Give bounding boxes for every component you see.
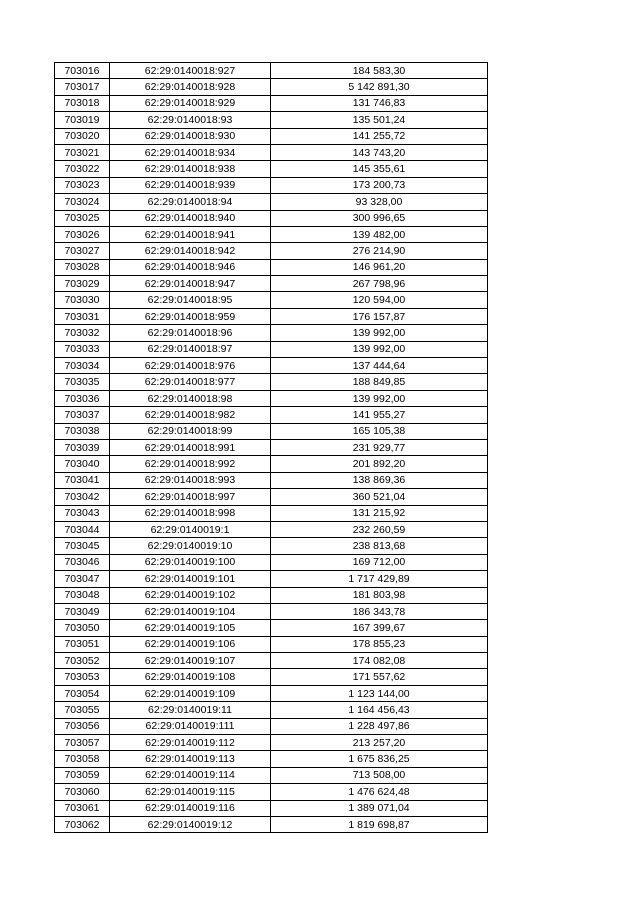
value-cell: 186 343,78 (271, 603, 488, 619)
cadastral-number-cell: 62:29:0140019:1 (110, 521, 271, 537)
cadastral-number-cell: 62:29:0140019:109 (110, 685, 271, 701)
cadastral-number-cell: 62:29:0140018:97 (110, 341, 271, 357)
row-number-cell: 703049 (55, 603, 110, 619)
table-row (55, 603, 488, 619)
cadastral-number-cell: 62:29:0140018:99 (110, 423, 271, 439)
cadastral-number-cell: 62:29:0140018:947 (110, 276, 271, 292)
value-cell: 188 849,85 (271, 374, 488, 390)
value-cell: 139 992,00 (271, 325, 488, 341)
row-number-cell: 703019 (55, 112, 110, 128)
value-cell: 139 992,00 (271, 390, 488, 406)
cadastral-number-cell: 62:29:0140019:112 (110, 735, 271, 751)
row-number-cell: 703036 (55, 390, 110, 406)
value-cell: 201 892,20 (271, 456, 488, 472)
table-row (55, 702, 488, 718)
row-number-cell: 703061 (55, 800, 110, 816)
table-row (55, 95, 488, 111)
value-cell: 93 328,00 (271, 194, 488, 210)
table-row (55, 292, 488, 308)
row-number-cell: 703017 (55, 79, 110, 95)
value-cell: 131 746,83 (271, 95, 488, 111)
table-row (55, 112, 488, 128)
row-number-cell: 703054 (55, 685, 110, 701)
value-cell: 213 257,20 (271, 735, 488, 751)
cadastral-number-cell: 62:29:0140018:998 (110, 505, 271, 521)
table-row (55, 587, 488, 603)
cadastral-number-cell: 62:29:0140019:115 (110, 784, 271, 800)
value-cell: 174 082,08 (271, 653, 488, 669)
table-row (55, 718, 488, 734)
row-number-cell: 703038 (55, 423, 110, 439)
table-row (55, 423, 488, 439)
row-number-cell: 703052 (55, 653, 110, 669)
row-number-cell: 703035 (55, 374, 110, 390)
table-row (55, 210, 488, 226)
value-cell: 169 712,00 (271, 554, 488, 570)
value-cell: 184 583,30 (271, 63, 488, 79)
table-row (55, 259, 488, 275)
value-cell: 135 501,24 (271, 112, 488, 128)
table-row (55, 439, 488, 455)
cadastral-number-cell: 62:29:0140018:939 (110, 177, 271, 193)
value-cell: 1 123 144,00 (271, 685, 488, 701)
cadastral-number-cell: 62:29:0140018:930 (110, 128, 271, 144)
table-row (55, 767, 488, 783)
table-row (55, 669, 488, 685)
cadastral-number-cell: 62:29:0140019:11 (110, 702, 271, 718)
cadastral-number-cell: 62:29:0140018:941 (110, 226, 271, 242)
table-row (55, 751, 488, 767)
value-cell: 1 717 429,89 (271, 571, 488, 587)
table-row (55, 308, 488, 324)
table-row (55, 243, 488, 259)
row-number-cell: 703053 (55, 669, 110, 685)
value-cell: 232 260,59 (271, 521, 488, 537)
row-number-cell: 703056 (55, 718, 110, 734)
row-number-cell: 703044 (55, 521, 110, 537)
value-cell: 141 955,27 (271, 407, 488, 423)
value-cell: 1 389 071,04 (271, 800, 488, 816)
row-number-cell: 703033 (55, 341, 110, 357)
value-cell: 146 961,20 (271, 259, 488, 275)
value-cell: 141 255,72 (271, 128, 488, 144)
value-cell: 1 164 456,43 (271, 702, 488, 718)
table-row (55, 128, 488, 144)
row-number-cell: 703023 (55, 177, 110, 193)
table-row (55, 685, 488, 701)
table-row (55, 784, 488, 800)
row-number-cell: 703059 (55, 767, 110, 783)
cadastral-number-cell: 62:29:0140019:116 (110, 800, 271, 816)
table-row (55, 554, 488, 570)
row-number-cell: 703047 (55, 571, 110, 587)
row-number-cell: 703029 (55, 276, 110, 292)
row-number-cell: 703031 (55, 308, 110, 324)
table-body (55, 63, 488, 833)
row-number-cell: 703043 (55, 505, 110, 521)
cadastral-number-cell: 62:29:0140018:997 (110, 489, 271, 505)
cadastral-number-cell: 62:29:0140019:107 (110, 653, 271, 669)
cadastral-number-cell: 62:29:0140018:976 (110, 358, 271, 374)
value-cell: 167 399,67 (271, 620, 488, 636)
table-row (55, 276, 488, 292)
row-number-cell: 703048 (55, 587, 110, 603)
table-row (55, 325, 488, 341)
value-cell: 176 157,87 (271, 308, 488, 324)
row-number-cell: 703057 (55, 735, 110, 751)
value-cell: 173 200,73 (271, 177, 488, 193)
cadastral-number-cell: 62:29:0140019:113 (110, 751, 271, 767)
row-number-cell: 703027 (55, 243, 110, 259)
cadastral-number-cell: 62:29:0140019:100 (110, 554, 271, 570)
row-number-cell: 703034 (55, 358, 110, 374)
value-cell: 139 992,00 (271, 341, 488, 357)
cadastral-number-cell: 62:29:0140018:93 (110, 112, 271, 128)
row-number-cell: 703022 (55, 161, 110, 177)
cadastral-number-cell: 62:29:0140018:942 (110, 243, 271, 259)
value-cell: 360 521,04 (271, 489, 488, 505)
value-cell: 1 228 497,86 (271, 718, 488, 734)
cadastral-number-cell: 62:29:0140018:992 (110, 456, 271, 472)
table-row (55, 620, 488, 636)
value-cell: 137 444,64 (271, 358, 488, 374)
cadastral-number-cell: 62:29:0140018:98 (110, 390, 271, 406)
cadastral-number-cell: 62:29:0140019:106 (110, 636, 271, 652)
table-row (55, 358, 488, 374)
row-number-cell: 703024 (55, 194, 110, 210)
table-row (55, 800, 488, 816)
row-number-cell: 703018 (55, 95, 110, 111)
cadastral-number-cell: 62:29:0140018:946 (110, 259, 271, 275)
row-number-cell: 703028 (55, 259, 110, 275)
table-row (55, 194, 488, 210)
cadastral-number-cell: 62:29:0140018:95 (110, 292, 271, 308)
table-row (55, 161, 488, 177)
table-row (55, 571, 488, 587)
cadastral-number-cell: 62:29:0140018:938 (110, 161, 271, 177)
row-number-cell: 703055 (55, 702, 110, 718)
table-row (55, 636, 488, 652)
table-row (55, 226, 488, 242)
table-row (55, 177, 488, 193)
cadastral-number-cell: 62:29:0140019:114 (110, 767, 271, 783)
row-number-cell: 703062 (55, 816, 110, 832)
row-number-cell: 703051 (55, 636, 110, 652)
value-cell: 165 105,38 (271, 423, 488, 439)
cadastral-value-table (54, 62, 488, 833)
table-row (55, 407, 488, 423)
cadastral-number-cell: 62:29:0140019:111 (110, 718, 271, 734)
value-cell: 1 476 624,48 (271, 784, 488, 800)
table-row (55, 144, 488, 160)
table-row (55, 489, 488, 505)
value-cell: 138 869,36 (271, 472, 488, 488)
value-cell: 231 929,77 (271, 439, 488, 455)
cadastral-number-cell: 62:29:0140018:982 (110, 407, 271, 423)
row-number-cell: 703046 (55, 554, 110, 570)
value-cell: 5 142 891,30 (271, 79, 488, 95)
row-number-cell: 703037 (55, 407, 110, 423)
table-row (55, 538, 488, 554)
row-number-cell: 703021 (55, 144, 110, 160)
cadastral-number-cell: 62:29:0140018:993 (110, 472, 271, 488)
cadastral-number-cell: 62:29:0140019:101 (110, 571, 271, 587)
value-cell: 238 813,68 (271, 538, 488, 554)
cadastral-number-cell: 62:29:0140019:104 (110, 603, 271, 619)
row-number-cell: 703040 (55, 456, 110, 472)
row-number-cell: 703026 (55, 226, 110, 242)
cadastral-number-cell: 62:29:0140018:934 (110, 144, 271, 160)
cadastral-number-cell: 62:29:0140018:991 (110, 439, 271, 455)
value-cell: 181 803,98 (271, 587, 488, 603)
cadastral-number-cell: 62:29:0140019:105 (110, 620, 271, 636)
table-row (55, 390, 488, 406)
table-row (55, 63, 488, 79)
table-row (55, 456, 488, 472)
row-number-cell: 703058 (55, 751, 110, 767)
row-number-cell: 703039 (55, 439, 110, 455)
table-row (55, 653, 488, 669)
value-cell: 178 855,23 (271, 636, 488, 652)
row-number-cell: 703030 (55, 292, 110, 308)
row-number-cell: 703016 (55, 63, 110, 79)
value-cell: 267 798,96 (271, 276, 488, 292)
cadastral-number-cell: 62:29:0140018:929 (110, 95, 271, 111)
cadastral-number-cell: 62:29:0140018:94 (110, 194, 271, 210)
cadastral-number-cell: 62:29:0140019:10 (110, 538, 271, 554)
row-number-cell: 703045 (55, 538, 110, 554)
value-cell: 1 819 698,87 (271, 816, 488, 832)
cadastral-number-cell: 62:29:0140018:96 (110, 325, 271, 341)
cadastral-number-cell: 62:29:0140018:928 (110, 79, 271, 95)
value-cell: 143 743,20 (271, 144, 488, 160)
cadastral-number-cell: 62:29:0140019:102 (110, 587, 271, 603)
row-number-cell: 703060 (55, 784, 110, 800)
table-row (55, 472, 488, 488)
table-row (55, 341, 488, 357)
value-cell: 276 214,90 (271, 243, 488, 259)
row-number-cell: 703050 (55, 620, 110, 636)
cadastral-number-cell: 62:29:0140019:12 (110, 816, 271, 832)
value-cell: 300 996,65 (271, 210, 488, 226)
cadastral-number-cell: 62:29:0140018:940 (110, 210, 271, 226)
table-row (55, 735, 488, 751)
row-number-cell: 703041 (55, 472, 110, 488)
cadastral-number-cell: 62:29:0140018:977 (110, 374, 271, 390)
table-row (55, 505, 488, 521)
cadastral-number-cell: 62:29:0140019:108 (110, 669, 271, 685)
value-cell: 1 675 836,25 (271, 751, 488, 767)
cadastral-number-cell: 62:29:0140018:959 (110, 308, 271, 324)
value-cell: 139 482,00 (271, 226, 488, 242)
row-number-cell: 703020 (55, 128, 110, 144)
row-number-cell: 703032 (55, 325, 110, 341)
value-cell: 713 508,00 (271, 767, 488, 783)
table-row (55, 79, 488, 95)
table-row (55, 816, 488, 832)
cadastral-number-cell: 62:29:0140018:927 (110, 63, 271, 79)
row-number-cell: 703042 (55, 489, 110, 505)
value-cell: 131 215,92 (271, 505, 488, 521)
value-cell: 171 557,62 (271, 669, 488, 685)
table-row (55, 521, 488, 537)
value-cell: 120 594,00 (271, 292, 488, 308)
table-row (55, 374, 488, 390)
value-cell: 145 355,61 (271, 161, 488, 177)
row-number-cell: 703025 (55, 210, 110, 226)
